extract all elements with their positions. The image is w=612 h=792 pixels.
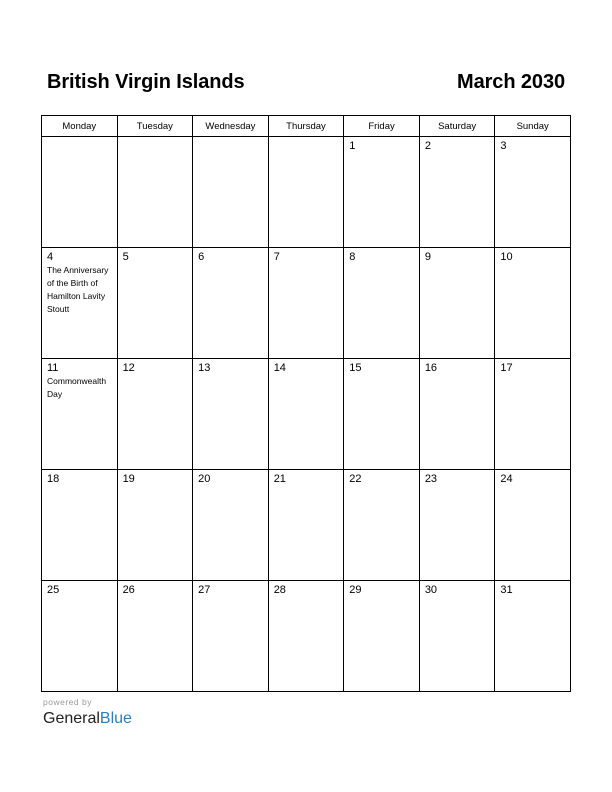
calendar-body — [42, 137, 571, 692]
day-cell — [495, 248, 571, 359]
day-number: 14 — [273, 362, 286, 374]
footer-branding — [43, 697, 132, 730]
day-number: 17 — [500, 362, 513, 374]
day-number: 4 — [47, 251, 54, 263]
day-number: 24 — [500, 473, 513, 485]
day-number: 5 — [122, 251, 129, 263]
day-cell — [117, 137, 193, 248]
month-title: March 2030 — [457, 71, 565, 93]
day-cell — [193, 359, 269, 470]
week-row — [42, 581, 571, 692]
day-number: 1 — [349, 140, 356, 152]
day-number: 21 — [273, 473, 286, 485]
day-number: 18 — [47, 473, 60, 485]
day-cell — [344, 359, 420, 470]
weekday-header-row — [42, 116, 571, 137]
weekday-thursday: Thursday — [268, 116, 344, 137]
day-cell — [117, 359, 193, 470]
weekday-sunday: Sunday — [495, 116, 571, 137]
day-number: 28 — [273, 584, 286, 596]
day-number: 30 — [424, 584, 438, 596]
day-cell — [117, 470, 193, 581]
day-cell — [117, 248, 193, 359]
day-cell — [419, 359, 495, 470]
day-cell — [268, 581, 344, 692]
day-cell — [344, 248, 420, 359]
day-cell — [42, 137, 118, 248]
day-cell — [42, 470, 118, 581]
week-row — [42, 359, 571, 470]
day-cell — [42, 359, 118, 470]
day-cell — [42, 248, 118, 359]
day-number: 10 — [500, 251, 513, 263]
day-cell — [495, 581, 571, 692]
day-number: 7 — [273, 251, 280, 263]
holiday-label: Commonwealth Day — [47, 376, 107, 399]
day-number: 3 — [500, 140, 507, 152]
day-number — [118, 137, 193, 140]
day-number: 9 — [424, 251, 431, 263]
day-number: 29 — [349, 584, 362, 596]
day-number: 20 — [198, 473, 211, 485]
generalblue-logo — [43, 708, 132, 730]
day-number — [42, 137, 117, 140]
weekday-friday: Friday — [344, 116, 420, 137]
day-number: 11 — [47, 362, 59, 374]
day-cell — [344, 581, 420, 692]
weekday-tuesday: Tuesday — [117, 116, 193, 137]
day-cell — [268, 359, 344, 470]
day-number: 2 — [424, 140, 431, 152]
weekday-saturday: Saturday — [419, 116, 495, 137]
weekday-wednesday: Wednesday — [193, 116, 269, 137]
day-number: 22 — [349, 473, 362, 485]
holiday-label: The Anniversary of the Birth of Hamilton Lavity Stoutt — [47, 265, 109, 314]
weekday-monday: Monday — [42, 116, 118, 137]
day-number — [193, 137, 268, 140]
day-cell — [193, 137, 269, 248]
day-number: 12 — [122, 362, 135, 374]
day-cell — [193, 248, 269, 359]
day-cell — [344, 470, 420, 581]
day-number: 26 — [122, 584, 135, 596]
day-number: 16 — [424, 362, 438, 374]
country-title: British Virgin Islands — [47, 71, 245, 93]
day-number: 8 — [349, 251, 356, 263]
day-number: 19 — [122, 473, 135, 485]
day-cell — [268, 470, 344, 581]
day-cell — [419, 581, 495, 692]
week-row — [42, 470, 571, 581]
day-number: 27 — [198, 584, 211, 596]
day-number — [269, 137, 344, 140]
day-cell — [42, 581, 118, 692]
day-cell — [495, 137, 571, 248]
day-number: 15 — [349, 362, 362, 374]
day-number: 25 — [47, 584, 60, 596]
day-number: 23 — [424, 473, 438, 485]
week-row — [42, 248, 571, 359]
day-cell — [268, 137, 344, 248]
day-cell — [419, 470, 495, 581]
day-number: 13 — [198, 362, 211, 374]
day-cell — [344, 137, 420, 248]
powered-by-label: powered by — [43, 697, 92, 707]
day-cell — [419, 137, 495, 248]
day-cell — [495, 470, 571, 581]
day-cell — [419, 248, 495, 359]
brand-blue: Blue — [99, 710, 132, 727]
brand-general: General — [43, 710, 100, 727]
day-number: 6 — [198, 251, 205, 263]
week-row — [42, 137, 571, 248]
calendar-grid — [41, 115, 571, 692]
day-cell — [193, 470, 269, 581]
day-number: 31 — [500, 584, 513, 596]
day-cell — [193, 581, 269, 692]
day-cell — [495, 359, 571, 470]
day-cell — [117, 581, 193, 692]
day-cell — [268, 248, 344, 359]
